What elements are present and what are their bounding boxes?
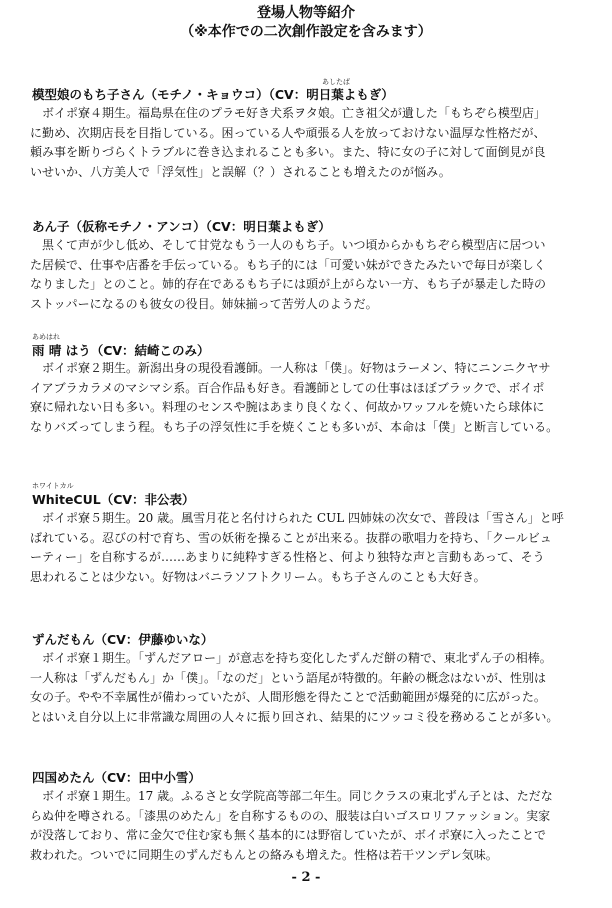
- character-description: ボイポ寮１期生。17 歳。ふるさと女学院高等部二年生。同じクラスの東北ずん子とは、ただな らぬ仲を噂される。「漆黒のめたん」を自称するものの、服装は白いゴスロリファッション。実家 が没落しており、常に金欠で住む家も無く基本的には野宿していたが、ボイポ寮に入ったことで 救われた。ついでに同期生のずんだもんとの絡みも増えた。性格は若干ツンデレ気味。: [30, 789, 553, 862]
- character-name-ruby: ホワイトカル: [32, 482, 74, 490]
- character-name: ずんだもん（CV：伊藤ゆいな）: [32, 632, 214, 647]
- character-name: 四国めたん（CV：田中小雪）: [32, 770, 201, 785]
- character-name: あん子（仮称モチノ・アンコ）（CV：明日葉よもぎ）: [32, 219, 331, 234]
- page-number: - 2 -: [291, 870, 321, 885]
- page-title: 登場人物等紹介: [257, 5, 355, 21]
- character-description: 黒くて声が少し低め、そして甘党なもう一人のもち子。いつ頃からかもちぞら模型店に居つい た居候で、仕事や店番を手伝っている。もち子的には「可愛い妹ができたみたいで毎日が楽しく なりました」とのこと。姉的存在であるもち子には頭が上がらない一方、もち子が暴走した時の ストッパーになるのも彼女の役目。姉妹揃って苦労人のようだ。: [30, 238, 547, 311]
- character-description: ボイポ寮１期生。「ずんだアロー」が意志を持ち変化したずんだ餅の精で、東北ずん子の相棒。 一人称は「ずんだもん」か「僕」。「なのだ」という語尾が特徴的。年齢の概念はないが、性別は 女の子。やや不幸属性が備わっていたが、人間形態を得たことで活動範囲が爆発的に広がった。 とはいえ自分以上に非常識な周囲の人々に振り回され、結果的にツッコミ役を務めることが多い。: [30, 651, 559, 724]
- character-name: 模型娘のもち子さん（モチノ・キョウコ）（CV：明日葉よもぎ）: [32, 87, 394, 102]
- character-description: ボイポ寮５期生。20 歳。風雪月花と名付けられた CUL 四姉妹の次女で、普段は「雪さん」と呼 ばれている。忍びの村で育ち、雪の妖術を操ることが出来る。抜群の歌唱力を持ち、「クールビュ ーティー」を自称するが……あまりに純粋すぎる性格と、何より独特な声と言動もあって、そう 思われることは少ない。好物はバニラソフトクリーム。もち子さんのことも大好き。: [30, 511, 564, 584]
- page-subtitle: （※本作での二次創作設定を含みます）: [180, 24, 432, 40]
- character-description: ボイポ寮２期生。新潟出身の現役看護師。一人称は「僕」。好物はラーメン、特にニンニクヤサ イアブラカラメのマシマシ系。百合作品も好き。看護師としての仕事はほぼブラックで、ボイポ 寮に帰れない日も多い。料理のセンスや腕はあまり良くなく、何故かワッフルを焼いたら球体に なりバズってしまう程。もち子の浮気性に手を焼くことも多いが、本命は「僕」と断言している。: [30, 361, 559, 434]
- character-name: WhiteCUL（CV：非公表）: [32, 492, 195, 507]
- character-description: ボイポ寮４期生。福島県在住のプラモ好き犬系ヲタ娘。亡き祖父が遺した「もちぞら模型店」 に勤め、次期店長を目指している。困っている人や頑張る人を放っておけない温厚な性格だが、 頼み事を断りづらくトラブルに巻き込まれることも多い。また、特に女の子に対して面倒見が良 いせいか、八方美人で「浮気性」と誤解（？）されることも増えたのが悩み。: [30, 106, 546, 179]
- character-name-ruby: あめはれ: [32, 333, 60, 341]
- character-name-ruby: あしたば: [322, 78, 350, 86]
- character-name: 雨 晴 はう（CV：結崎このみ）: [32, 343, 210, 358]
